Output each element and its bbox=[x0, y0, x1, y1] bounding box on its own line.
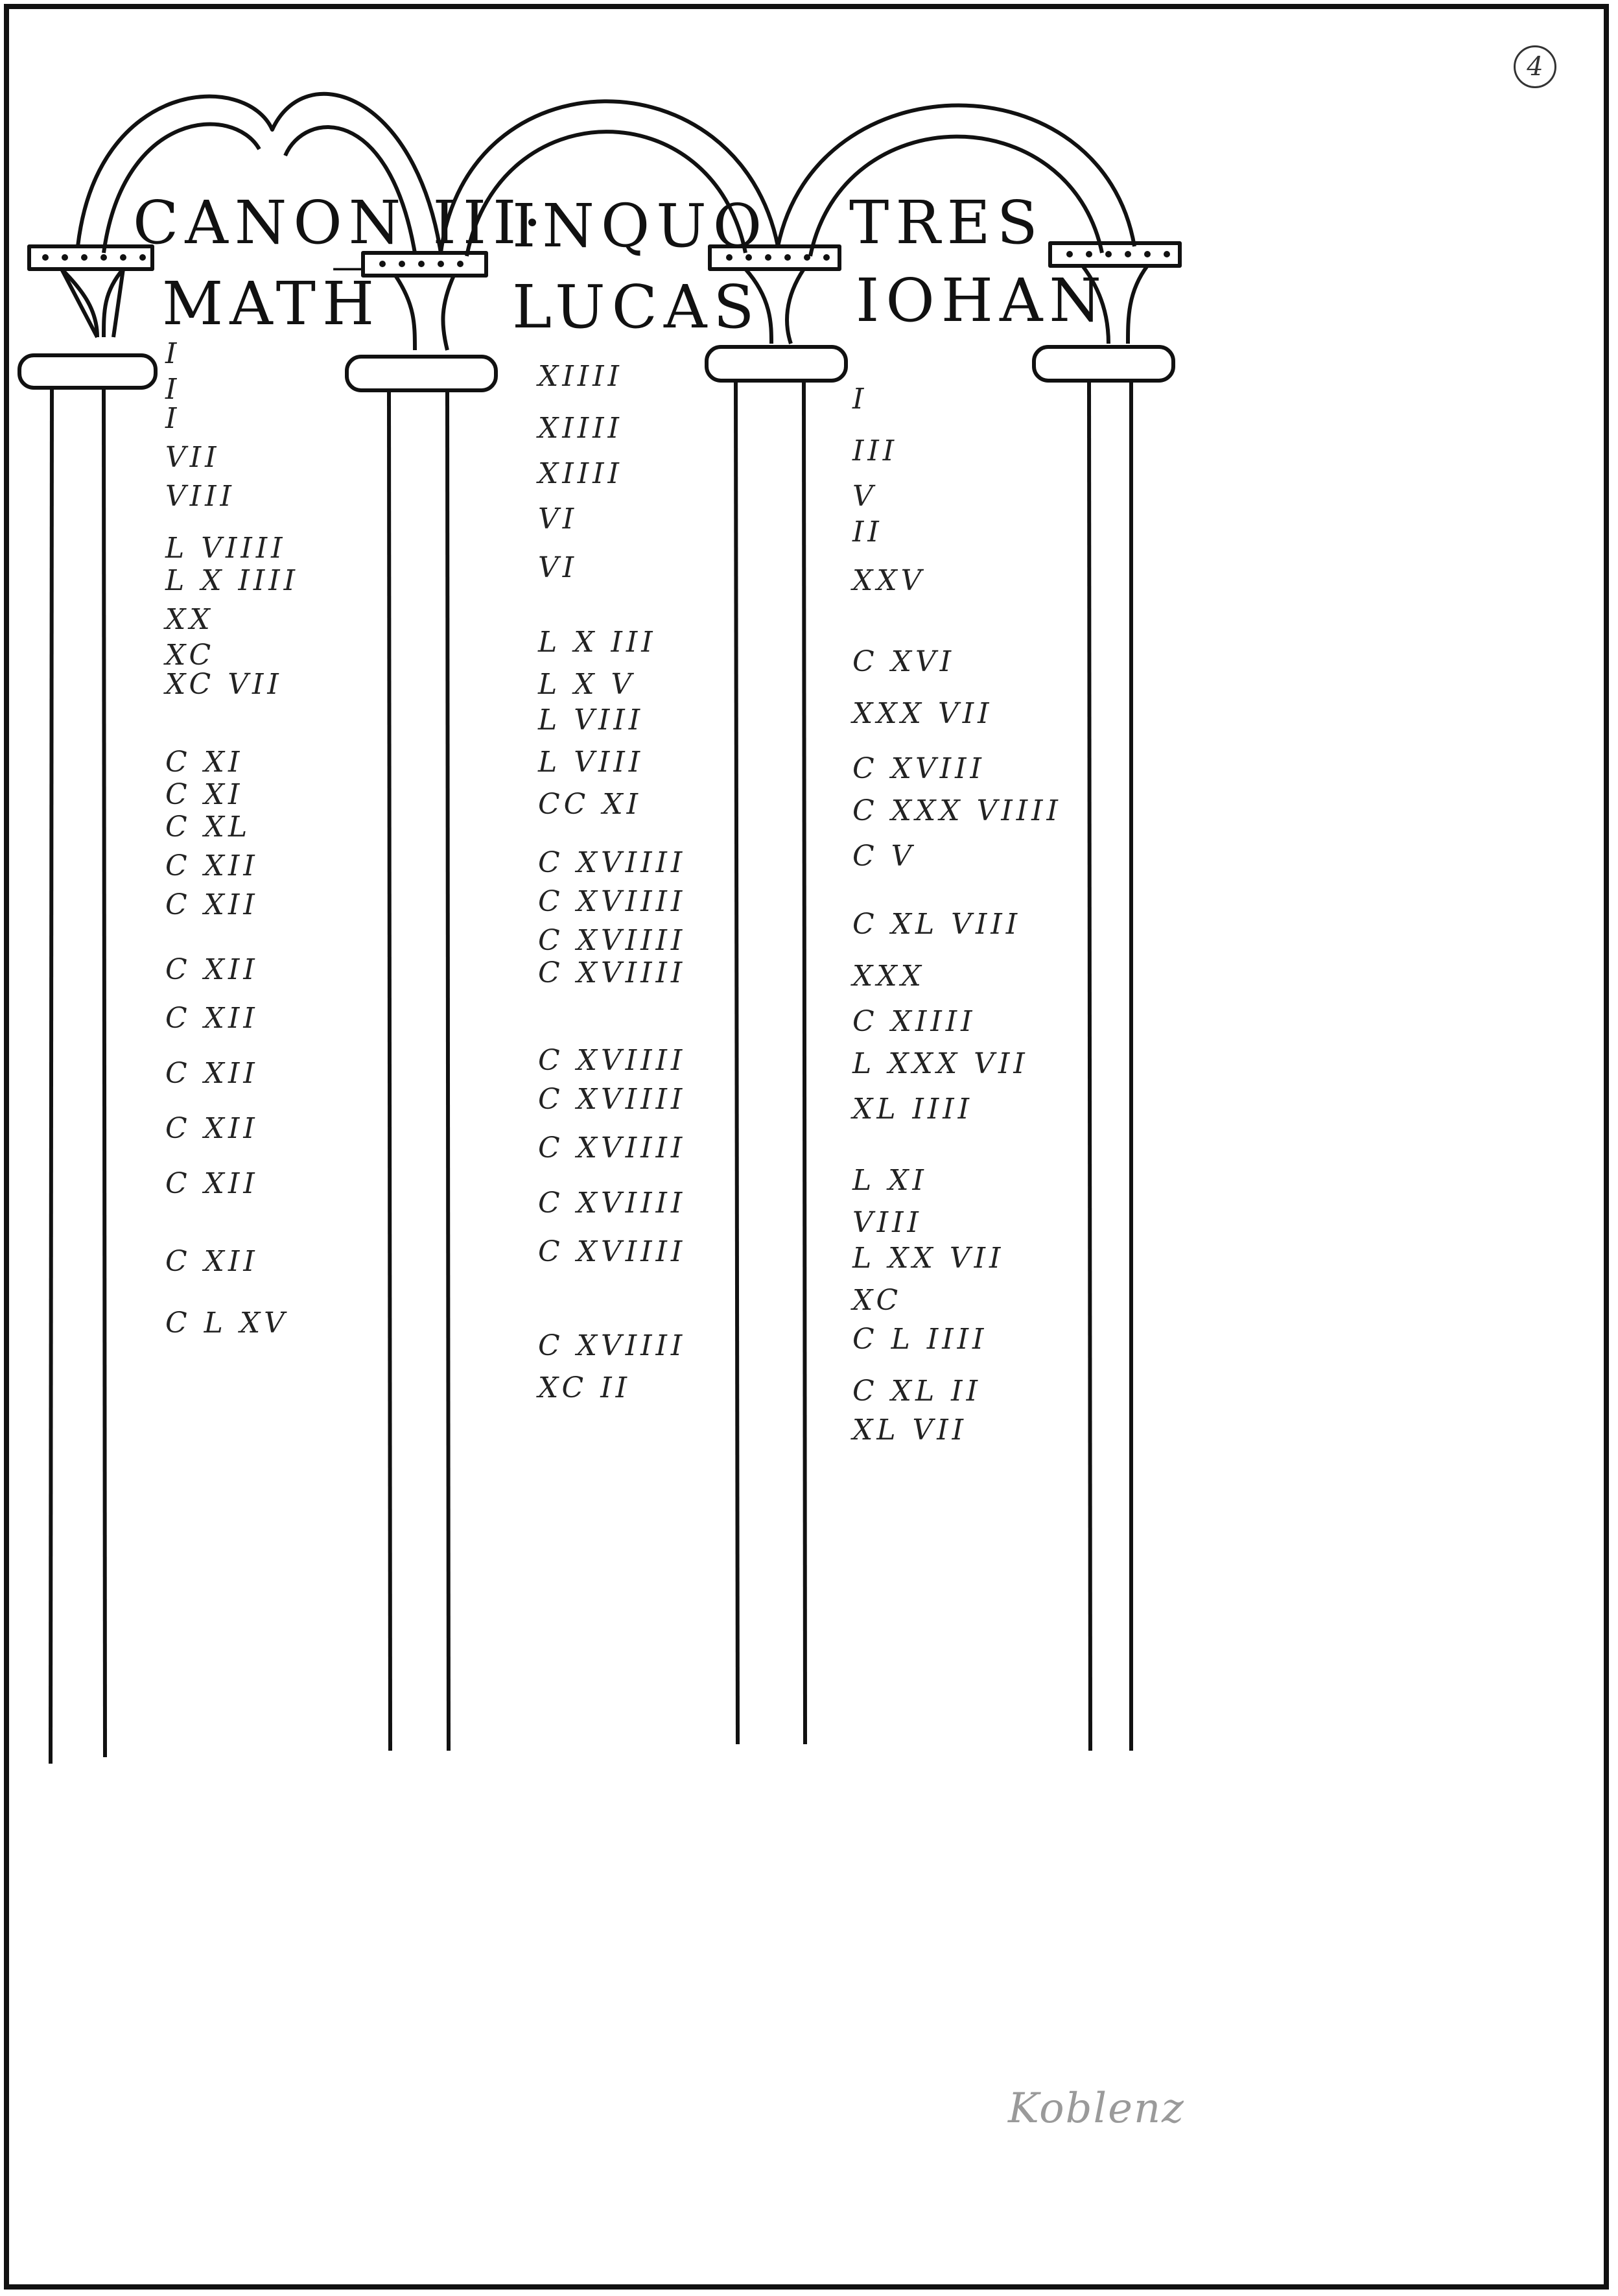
canon-entry: V bbox=[852, 480, 877, 513]
canon-entry: XC II bbox=[538, 1371, 631, 1404]
canon-entry: VI bbox=[538, 503, 578, 536]
page-number: 4 bbox=[1514, 45, 1556, 88]
canon-entry: C L XV bbox=[165, 1307, 288, 1340]
header-inquo: INQUO bbox=[512, 191, 769, 261]
canon-entry: XXX bbox=[852, 960, 925, 993]
canon-entry: C XVIII bbox=[852, 752, 985, 785]
canon-entry: C XL VIII bbox=[852, 908, 1022, 941]
canon-entry: C XVIIII bbox=[538, 1131, 686, 1165]
canon-entry: L X IIII bbox=[165, 564, 299, 597]
canon-entry: III bbox=[852, 434, 898, 467]
canon-entry: L X V bbox=[538, 668, 636, 701]
canon-entry: L XI bbox=[852, 1164, 928, 1197]
header-lucas: LUCAS bbox=[512, 272, 761, 342]
canon-entry: XL IIII bbox=[852, 1093, 974, 1126]
canon-entry: L X III bbox=[538, 626, 657, 659]
canon-entry: C XVIIII bbox=[538, 1235, 686, 1268]
canon-entry: C XII bbox=[165, 1057, 259, 1090]
canon-entry: C XII bbox=[165, 1002, 259, 1035]
canon-entry: XIIII bbox=[538, 412, 623, 445]
canon-entry: C XL II bbox=[852, 1375, 981, 1408]
canon-entry: I bbox=[852, 383, 868, 416]
canon-entry: VIII bbox=[165, 480, 235, 513]
canon-entry: C XVIIII bbox=[538, 956, 686, 989]
canon-entry: XC bbox=[852, 1284, 902, 1317]
canon-entry: C XVIIII bbox=[538, 885, 686, 918]
canon-entry: C XVIIII bbox=[538, 1187, 686, 1220]
canon-entry: L XX VII bbox=[852, 1242, 1005, 1275]
canon-entry: C XVI bbox=[852, 645, 956, 678]
canon-entry: C XII bbox=[165, 849, 259, 882]
handwritten-note: Koblenz bbox=[1008, 2085, 1185, 2133]
canon-entry: C XVIIII bbox=[538, 1044, 686, 1077]
canon-entry: XX bbox=[165, 603, 214, 636]
canon-entry: C XI bbox=[165, 746, 244, 779]
canon-entry: L XXX VII bbox=[852, 1047, 1029, 1080]
canon-entry: I bbox=[165, 337, 181, 370]
canon-entry: C XL bbox=[165, 811, 252, 844]
canon-entry: VI bbox=[538, 551, 578, 584]
canon-entry: I bbox=[165, 373, 181, 406]
canon-entry: C XII bbox=[165, 1167, 259, 1200]
canon-entry: L VIII bbox=[538, 746, 644, 779]
canon-entry: XXV bbox=[852, 564, 926, 597]
header-iohan: IOHAN bbox=[856, 266, 1108, 335]
canon-entry: L VIIII bbox=[165, 532, 287, 565]
canon-entry: CC XI bbox=[538, 788, 642, 821]
canon-entry: C XVIIII bbox=[538, 1329, 686, 1362]
header-canon: CANON III· bbox=[133, 188, 548, 257]
canon-entry: C XII bbox=[165, 1245, 259, 1278]
canon-entry: L VIII bbox=[538, 704, 644, 737]
header-tres: TRES bbox=[849, 188, 1044, 257]
canon-entry: C XVIIII bbox=[538, 1083, 686, 1116]
canon-entry: XXX VII bbox=[852, 697, 993, 730]
canon-entry: XC VII bbox=[165, 668, 283, 701]
canon-entry: C XII bbox=[165, 953, 259, 986]
canon-entry: XIIII bbox=[538, 360, 623, 393]
canon-entry: C XVIIII bbox=[538, 846, 686, 879]
canon-entry: C XI bbox=[165, 778, 244, 811]
canon-entry: II bbox=[852, 515, 883, 549]
canon-entry: C XIIII bbox=[852, 1005, 976, 1038]
canon-entry: VII bbox=[165, 441, 220, 474]
canon-entry: VIII bbox=[852, 1206, 922, 1239]
canon-entry: XL VII bbox=[852, 1414, 968, 1447]
canon-entry: C XXX VIIII bbox=[852, 794, 1062, 827]
canon-entry: C XII bbox=[165, 888, 259, 921]
canon-entry: I bbox=[165, 402, 181, 435]
canon-entry: XIIII bbox=[538, 457, 623, 490]
canon-entry: C V bbox=[852, 840, 916, 873]
canon-entry: C XVIIII bbox=[538, 924, 686, 957]
header-math: MATH̅ bbox=[162, 269, 381, 338]
canon-entry: C XII bbox=[165, 1112, 259, 1145]
canon-entry: C L IIII bbox=[852, 1323, 988, 1356]
canon-entry: XC bbox=[165, 639, 215, 672]
